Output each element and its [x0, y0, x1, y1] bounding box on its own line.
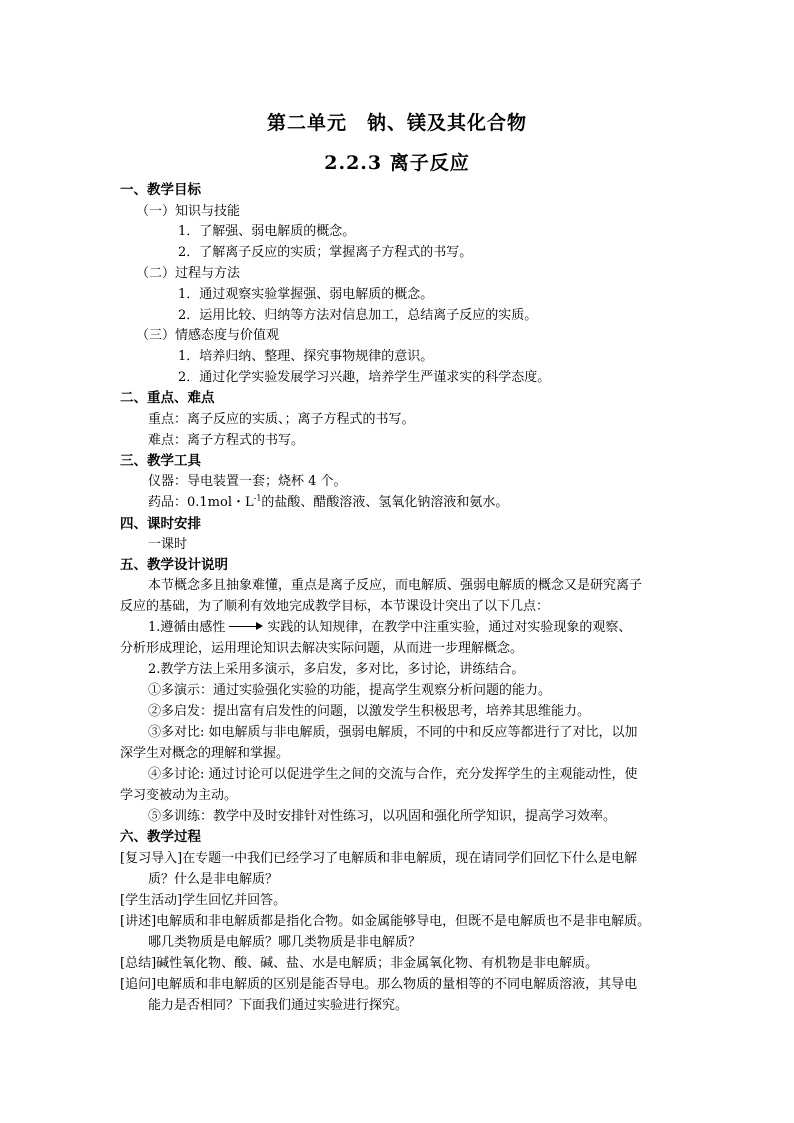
paragraph-line: 学习变被动为主动。 — [120, 788, 238, 803]
paragraph-line: ③多对比: 如电解质与非电解质，强弱电解质，不同的中和反应等都进行了对比，以加 — [148, 725, 638, 740]
paragraph-line: [学生活动]学生回忆并回答。 — [120, 893, 287, 908]
difficult-point-text: 难点：离子方程式的书写。 — [148, 433, 305, 448]
list-item: 1．培养归纳、整理、探究事物规律的意识。 — [178, 349, 434, 364]
reagents-text — [148, 495, 508, 511]
section-heading-schedule: 四、课时安排 — [120, 516, 201, 532]
reagents-suffix: 的盐酸、醋酸溶液、氢氧化钠溶液和氨水。 — [261, 495, 509, 510]
subheading-process-methods: （二）过程与方法 — [136, 266, 241, 281]
list-item: 2．运用比较、归纳等方法对信息加工，总结离子反应的实质。 — [178, 308, 538, 323]
paragraph-line: ①多演示：通过实验强化实验的功能，提高学生观察分析问题的能力。 — [148, 683, 552, 698]
paragraph-line — [148, 620, 631, 636]
subheading-knowledge-skills: （一）知识与技能 — [136, 204, 241, 219]
paragraph-line: 哪几类物质是电解质？哪几类物质是非电解质？ — [148, 935, 422, 950]
paragraph-fragment: 实践的认知规律，在教学中注重实验，通过对实验现象的观察、 — [267, 620, 632, 635]
paragraph-line: [总结]碱性氧化物、酸、碱、盐、水是电解质；非金属氧化物、有机物是非电解质。 — [120, 956, 599, 971]
subheading-attitudes-values: （三）情感态度与价值观 — [136, 328, 280, 343]
key-point-text: 重点：离子反应的实质、；离子方程式的书写。 — [148, 412, 415, 427]
section-heading-process: 六、教学过程 — [120, 829, 201, 845]
paragraph-line: 深学生对概念的理解和掌握。 — [120, 746, 290, 761]
paragraph-line: 质？什么是非电解质？ — [148, 872, 279, 887]
paragraph-line: [讲述]电解质和非电解质都是指化合物。如金属能够导电，但既不是电解质也不是非电解质。 — [120, 914, 651, 929]
list-item: 2．了解离子反应的实质；掌握离子方程式的书写。 — [178, 245, 473, 260]
paragraph-line: 能力是否相同？下面我们通过实验进行探究。 — [148, 998, 409, 1013]
section-heading-design-notes: 五、教学设计说明 — [120, 557, 228, 573]
paragraph-line: [追问]电解质和非电解质的区别是能否导电。那么物质的量相等的不同电解质溶液，其导电 — [120, 977, 638, 992]
lesson-title: 2.2.3 离子反应 — [324, 152, 470, 174]
paragraph-line: ②多启发：提出富有启发性的问题，以激发学生积极思考，培养其思维能力。 — [148, 704, 591, 719]
paragraph-line: 反应的基础，为了顺利有效地完成教学目标，本节课设计突出了以下几点： — [120, 599, 550, 614]
section-heading-tools: 三、教学工具 — [120, 453, 201, 469]
list-item: 2．通过化学实验发展学习兴趣，培养学生严谨求实的科学态度。 — [178, 370, 551, 385]
schedule-text: 一课时 — [148, 537, 188, 552]
paragraph-line: ⑤多训练：教学中及时安排针对性练习，以巩固和强化所学知识，提高学习效率。 — [148, 809, 617, 824]
section-heading-key-points: 二、重点、难点 — [120, 390, 215, 406]
paragraph-line: [复习导入]在专题一中我们已经学习了电解质和非电解质，现在请同学们回忆下什么是电解 — [120, 851, 638, 866]
paragraph-line: 本节概念多且抽象难懂，重点是离子反应，而电解质、强弱电解质的概念又是研究离子 — [148, 578, 643, 593]
paragraph-line: ④多讨论: 通过讨论可以促进学生之间的交流与合作，充分发挥学生的主观能动性，使 — [148, 767, 638, 782]
reagents-superscript: -1 — [253, 493, 262, 503]
paragraph-fragment: 1.遵循由感性 — [148, 620, 226, 635]
paragraph-line: 2.教学方法上采用多演示，多启发，多对比，多讨论，讲练结合。 — [148, 662, 525, 677]
right-arrow-icon — [229, 621, 263, 631]
reagents-prefix: 药品：0.1mol・L — [148, 495, 254, 510]
list-item: 1．通过观察实验掌握强、弱电解质的概念。 — [178, 287, 434, 302]
section-heading-objectives: 一、教学目标 — [120, 182, 201, 198]
paragraph-line: 分析形成理论，运用理论知识去解决实际问题，从而进一步理解概念。 — [120, 641, 524, 656]
instruments-text: 仪器：导电装置一套；烧杯 4 个。 — [148, 474, 347, 489]
unit-title: 第二单元 钠、镁及其化合物 — [266, 112, 527, 134]
list-item: 1．了解强、弱电解质的概念。 — [178, 224, 356, 239]
